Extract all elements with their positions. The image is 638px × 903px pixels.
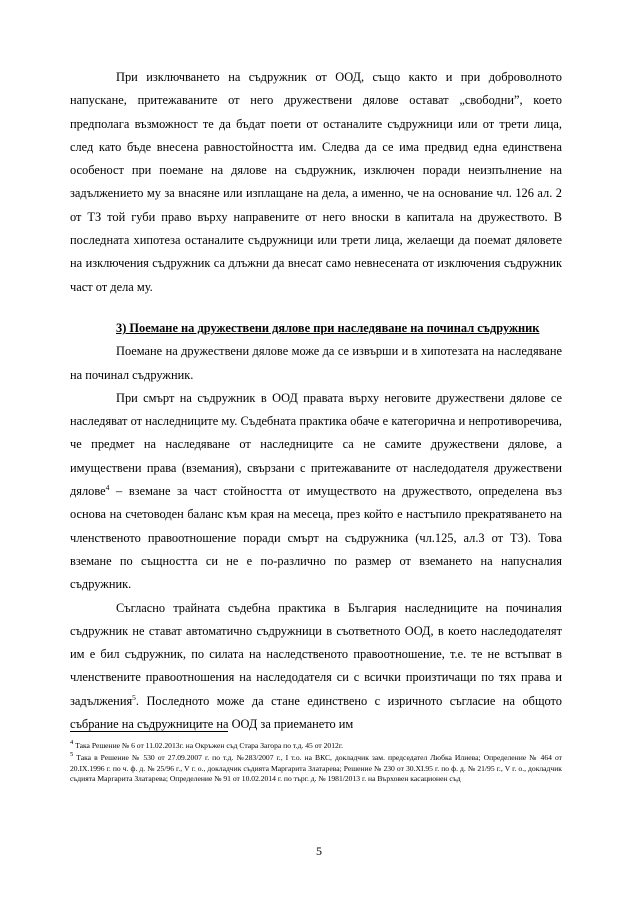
paragraph-2: Поемане на дружествени дялове може да се извърши и в хипотезата на наследяване на починал съдружник. xyxy=(70,344,562,382)
footnote-separator xyxy=(70,731,228,732)
footnote-text: Така Решение № 6 от 11.02.2013г. на Окръжен съд Стара Загора по т.д. 45 от 2012г. xyxy=(75,741,343,750)
paragraph-4-text-a: Съгласно трайната съдебна практика в България наследниците на починалия съдружник не стават автоматично съдружници в съответното ООД, в което наследодателят им е бил съдружник, по силата на наследственото правоотношение, т.е. те не встъпват в членствените правоотношения на наследодателя си с всички произтичащи по тях права и задължения xyxy=(70,600,562,708)
paragraph-4 xyxy=(70,597,562,737)
footnote-ref-4: 4 xyxy=(105,483,110,493)
paragraph-3 xyxy=(70,387,562,597)
footnote-number: 4 xyxy=(70,739,74,746)
footnotes xyxy=(70,741,562,787)
footnote-text: Така в Решение № 530 от 27.09.2007 г. по т.д. №283/2007 г., I т.о. на ВКС, докладчик зам. председател Любка Илиева; Определение № 464 от 20.IX.1996 г. по ч. ф. д. № 25/96 г., V г. о., докладчик съдията Маргарита Златарева; Решение № 230 от 30.XI.95 г. по ф. д. № 21/95 г., V г. о., докладчик съдията Маргарита Златарева; Определение № 91 от 10.02.2014 г. по търг. д. № 1981/2013 г. на Върховен касационен съд xyxy=(70,753,562,784)
paragraph-4-text-b: . Последното може да стане единствено с изричното съгласие на общото събрание на съдружниците на ООД за приемането им xyxy=(70,693,562,732)
footnote-number: 5 xyxy=(70,751,74,759)
spacer xyxy=(70,299,562,317)
paragraph-3-text-a: При смърт на съдружник в ООД правата върху неговите дружествени дялове се наследяват от наследниците му. Съдебната практика обаче е категорична и непротиворечива, че предмет на наследяване от наследниците са не самите дружествени дялове, а имуществени права (вземания), свързани с притежаваните от наследодателя дружествени дялове xyxy=(70,390,562,499)
footnote-5 xyxy=(70,753,562,784)
section-heading: 3) Поемане на дружествени дялове при наследяване на починал съдружник xyxy=(116,320,540,335)
paragraph-3-text-b: – вземане за част стойността от имуществото на дружеството, определена въз основа на счетоводен баланс към края на месеца, през който е настъпило прекратяването на членственото правоотношение поради смърт на съдружника (чл.125, ал.3 от ТЗ). Това вземане по същността си не е по-различно по размер от вземането на напусналия съдружник. xyxy=(70,484,562,592)
paragraph-1: При изключването на съдружник от ООД, също както и при доброволното напускане, притежаваните от него дружествени дялове остават „свободни”, което предполага възможност те да бъдат поети от останалите съдружници или от трети лица, след като бъде внесена равностойността им. Следва да се има предвид една единствена особеност при поемане на дялове на съдружник, изключен поради неизпълнение на задължението му за внасяне или изплащане на дела, а именно, че на основание чл. 126 ал. 2 от ТЗ той губи право върху направените от него вноски в капитала на дружеството. В последната хипотеза останалите съдружници или трети лица, желаещи да поемат дяловете на изключения съдружник са длъжни да внесат само невнесената от изключения съдружник част от дела му. xyxy=(70,70,562,294)
document-body xyxy=(70,66,562,736)
footnote-4 xyxy=(70,741,562,751)
footnote-ref-5: 5 xyxy=(132,692,136,702)
page-number: 5 xyxy=(316,844,322,858)
